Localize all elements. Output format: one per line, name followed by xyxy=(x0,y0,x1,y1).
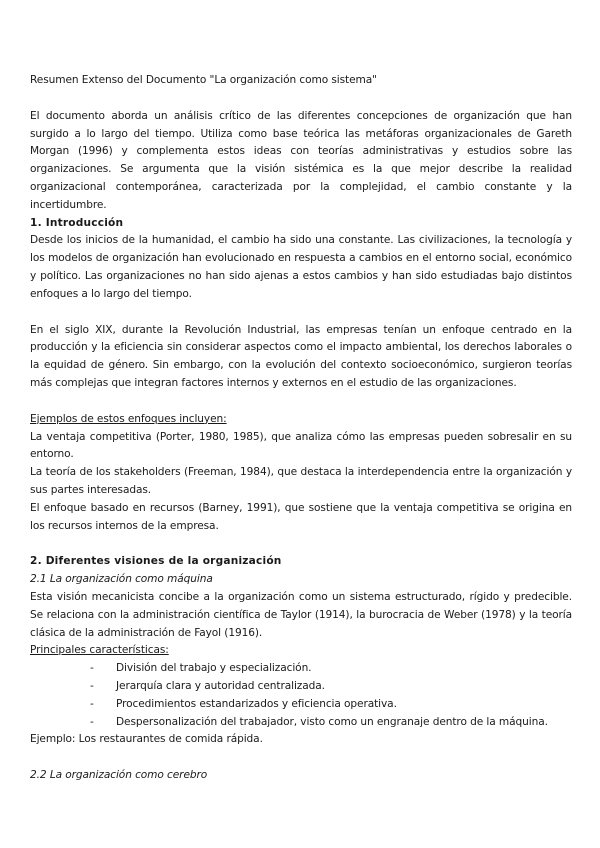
document-body xyxy=(30,72,572,785)
spacer xyxy=(30,90,572,108)
dash-bullet: - xyxy=(90,697,94,710)
list-item xyxy=(90,660,572,678)
list-item-text: Procedimientos estandarizados y eficiencia operativa. xyxy=(116,697,397,710)
characteristics-label: Principales características: xyxy=(30,644,169,657)
spacer xyxy=(30,535,572,553)
dash-bullet: - xyxy=(90,715,94,728)
section-1-heading xyxy=(30,215,572,233)
spacer xyxy=(30,749,572,767)
dash-bullet: - xyxy=(90,679,94,692)
subsection-2-1-paragraph: Esta visión mecanicista concibe a la organización como un sistema estructurado, rígido y predecible. Se relaciona con la administración científica de Taylor (1914), la burocracia de Weber (1978) y la teoría clásica de la administración de Fayol (1916). xyxy=(30,590,572,639)
intro-paragraph: El documento aborda un análisis crítico de las diferentes concepciones de organización que han surgido a lo largo del tiempo. Utiliza como base teórica las metáforas organizacionales de Gareth Morgan (1996) y complementa estos ideas con teorías administrativas y estudios sobre las organizaciones. Se argumenta que la visión sistémica es la que mejor describe la realidad organizacional contemporánea, caracterizada por la complejidad, el cambio constante y la incertidumbre. xyxy=(30,109,572,211)
section-2-heading xyxy=(30,553,572,571)
spacer xyxy=(30,304,572,322)
list-item xyxy=(90,696,572,714)
section-1-title: Introducción xyxy=(45,216,124,229)
spacer xyxy=(30,393,572,411)
example-line: Ejemplo: Los restaurantes de comida rápida. xyxy=(30,733,263,746)
characteristics-list xyxy=(30,660,572,731)
list-item-text: División del trabajo y especialización. xyxy=(116,662,312,675)
section-1-paragraph-1: Desde los inicios de la humanidad, el cambio ha sido una constante. Las civilizaciones, la tecnología y los modelos de organización han evolucionado en respuesta a cambios en el entorno social, económico y político. Las organizaciones no han sido ajenas a estos cambios y han sido estudiadas bajo distintos enfoques a lo largo del tiempo. xyxy=(30,234,572,300)
section-2-number: 2. xyxy=(30,555,42,568)
document-title: Resumen Extenso del Documento "La organización como sistema" xyxy=(30,74,377,86)
list-item-text: Jerarquía clara y autoridad centralizada. xyxy=(116,679,325,692)
subsection-2-2-heading: 2.2 La organización como cerebro xyxy=(30,769,208,782)
example-item: La teoría de los stakeholders (Freeman, 1984), que destaca la interdependencia entre la organización y sus partes interesadas. xyxy=(30,466,572,496)
list-item xyxy=(90,714,572,732)
section-2-title: Diferentes visiones de la organización xyxy=(45,555,282,568)
list-item xyxy=(90,678,572,696)
example-item: La ventaja competitiva (Porter, 1980, 1985), que analiza cómo las empresas pueden sobresalir en su entorno. xyxy=(30,430,572,461)
section-1-paragraph-2: En el siglo XIX, durante la Revolución Industrial, las empresas tenían un enfoque centrado en la producción y la eficiencia sin considerar aspectos como el impacto ambiental, los derechos laborales o la equidad de género. Sin embargo, con la evolución del contexto socioeconómico, surgieron teorías más complejas que integran factores internos y externos en el estudio de las organizaciones. xyxy=(30,323,572,389)
examples-label: Ejemplos de estos enfoques incluyen: xyxy=(30,412,227,425)
section-1-number: 1. xyxy=(30,216,42,229)
list-item-text: Despersonalización del trabajador, visto como un engranaje dentro de la máquina. xyxy=(116,715,548,728)
dash-bullet: - xyxy=(90,662,94,675)
example-item: El enfoque basado en recursos (Barney, 1991), que sostiene que la ventaja competitiva se origina en los recursos internos de la empresa. xyxy=(30,501,572,532)
subsection-2-1-heading: 2.1 La organización como máquina xyxy=(30,573,213,586)
